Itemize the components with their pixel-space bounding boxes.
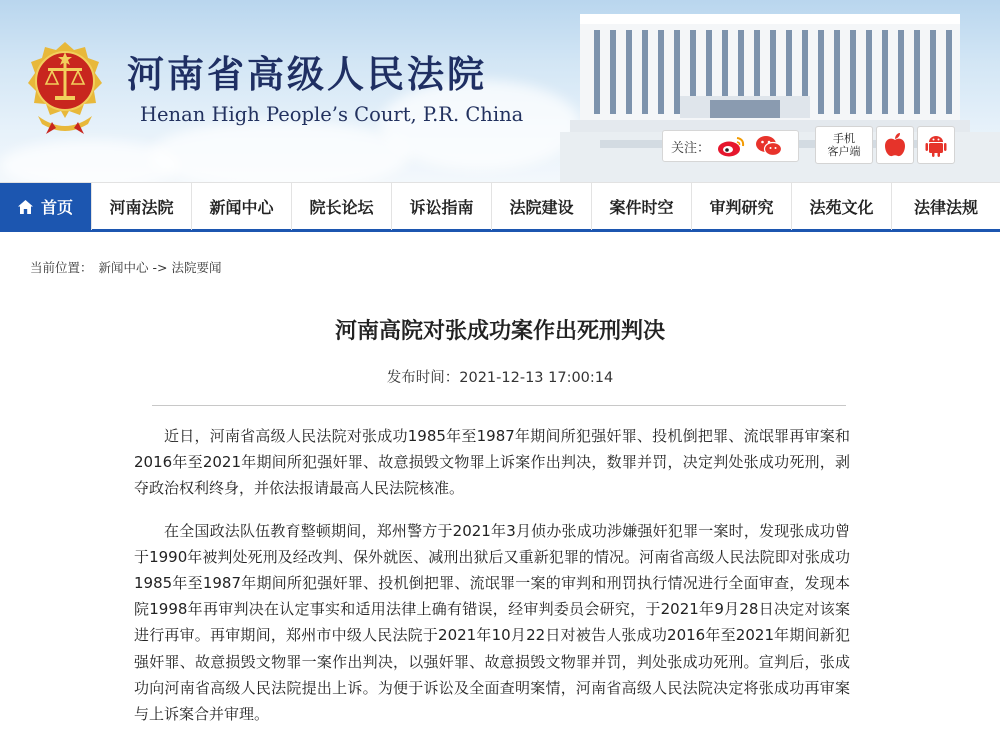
nav-item-news-center[interactable]: 新闻中心 [191, 183, 291, 230]
article-paragraph: 近日，河南省高级人民法院对张成功1985年至1987年期间所犯强奸罪、投机倒把罪、流氓罪再审案和2016年至2021年期间所犯强奸罪、故意损毁文物罪上诉案作出判决，数罪并罚，决定判处张成功死刑，剥夺政治权利终身，并依法报请最高人民法院核准。 [134, 427, 850, 498]
follow-label: 关注： [671, 140, 711, 156]
article-title: 河南高院对张成功案作出死刑判决 [334, 319, 665, 344]
divider [152, 405, 846, 406]
site-title-cn: 河南省高级人民法院 [127, 52, 487, 96]
follow-bar [662, 130, 799, 162]
wechat-icon[interactable] [752, 132, 786, 160]
article-body [134, 423, 850, 743]
android-icon[interactable] [917, 126, 955, 164]
article-paragraph: 在全国政法队伍教育整顿期间，郑州警方于2021年3月侦办张成功涉嫌强奸犯罪一案时，发现张成功曾于1990年被判处死刑及经改判、保外就医、减刑出狱后又重新犯罪的情况。河南省高级人民法院即对张成功1985年至1987年期间所犯强奸罪、投机倒把罪、流氓罪一案的审判和刑罚执行情况进行全面审查，发现本院1998年再审判决在认定事实和适用法律上确有错误，经审判委员会研究，于2021年9月28日决定对该案进行再审。再审期间，郑州市中级人民法院于2021年10月22日对被告人张成功2016年至2021年期间新犯强奸罪、故意损毁文物罪一案作出判决，以强奸罪、故意损毁文物罪并罚，判处张成功死刑。宣判后，张成功向河南省高级人民法院提出上诉。为便于诉讼及全面查明案情，河南省高级人民法院决定将张成功再审案与上诉案合并审理。 [134, 521, 850, 724]
sky-cloud [0, 140, 180, 182]
breadcrumb-label: 当前位置： [30, 260, 93, 275]
nav-item-litigation-guide[interactable]: 诉讼指南 [391, 183, 491, 230]
weibo-icon[interactable] [714, 132, 748, 160]
nav-item-trial-research[interactable]: 审判研究 [691, 183, 791, 230]
nav-item-home[interactable] [0, 183, 91, 230]
publish-time: 发布时间：2021-12-13 17:00:14 [386, 370, 614, 386]
main-nav [0, 182, 1000, 232]
nav-home-label: 首页 [40, 198, 73, 217]
apple-icon[interactable] [876, 126, 914, 164]
court-emblem-icon[interactable] [22, 38, 108, 136]
nav-item-court-culture[interactable]: 法苑文化 [791, 183, 891, 230]
nav-item-henan-courts[interactable]: 河南法院 [91, 183, 191, 230]
site-title-en: Henan High People’s Court, P.R. China [140, 103, 524, 126]
mobile-app-label-2: 客户端 [827, 145, 861, 158]
breadcrumb-path[interactable]: 新闻中心 -> 法院要闻 [98, 260, 222, 275]
nav-item-president-forum[interactable]: 院长论坛 [291, 183, 391, 230]
nav-item-court-building[interactable]: 法院建设 [491, 183, 591, 230]
mobile-app-button[interactable] [815, 126, 873, 164]
nav-item-case-timeline[interactable]: 案件时空 [591, 183, 691, 230]
breadcrumb [30, 258, 227, 276]
mobile-app-label-1: 手机 [833, 132, 855, 145]
site-header [0, 0, 1000, 182]
sky-cloud [150, 120, 410, 182]
home-icon [18, 200, 33, 214]
nav-item-laws-regulations[interactable]: 法律法规 [891, 183, 1000, 230]
